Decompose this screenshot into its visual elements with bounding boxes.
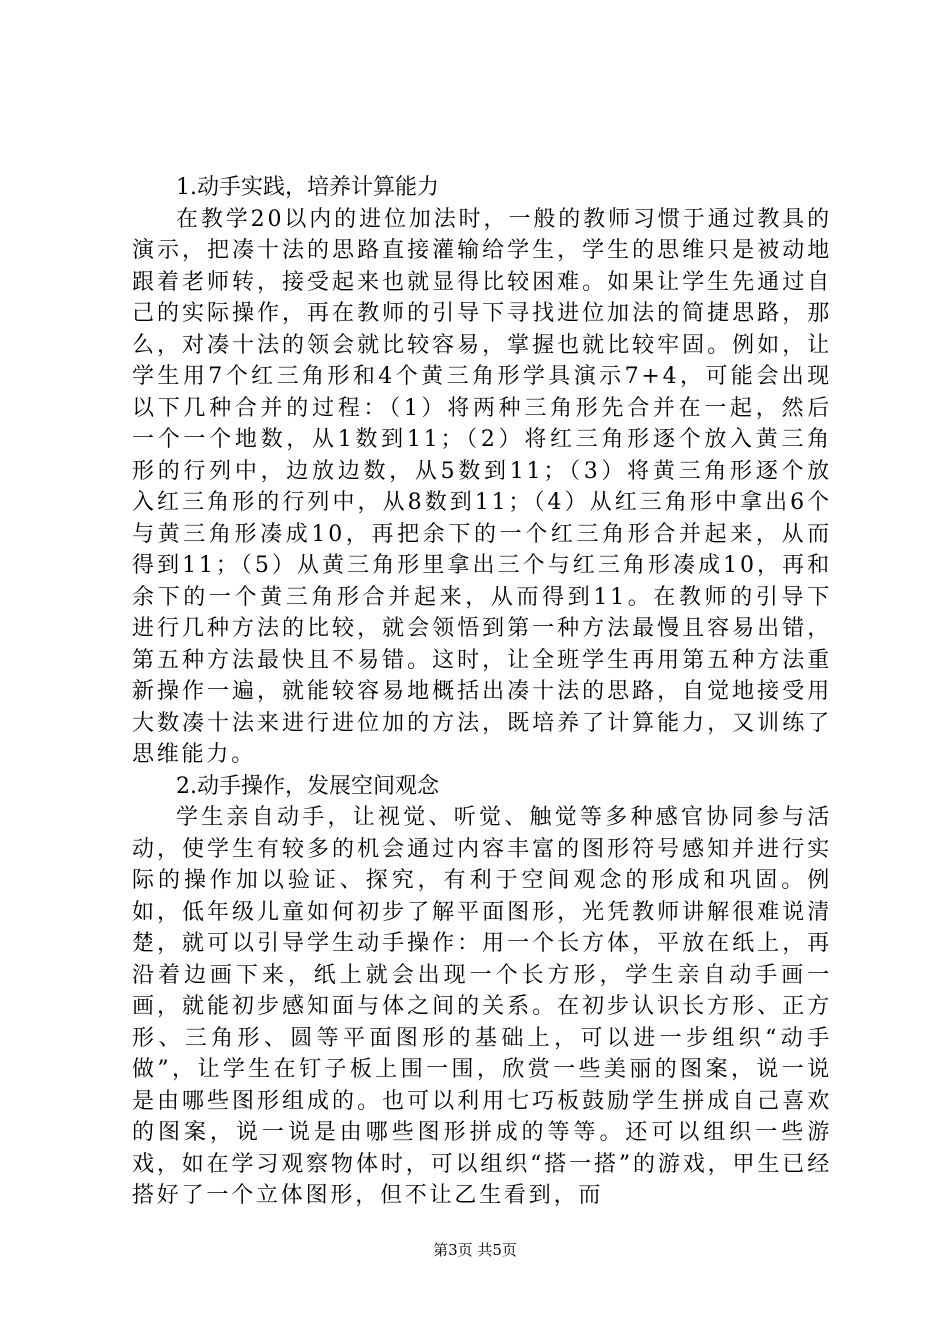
section-heading-2: 2.动手操作，发展空间观念 bbox=[176, 773, 439, 799]
page-footer: 第3页 共5页 bbox=[433, 1241, 517, 1259]
document-body bbox=[132, 172, 832, 1212]
section-paragraph-2: 学生亲自动手，让视觉、听觉、触觉等多种感官协同参与活动，使学生有较多的机会通过内容丰富的图形符号感知并进行实际的操作加以验证、探究，有利于空间观念的形成和巩固。例如，低年级儿童如何初步了解平面图形，光凭教师讲解很难说清楚，就可以引导学生动手操作：用一个长方体，平放在纸上，再沿着边画下来，纸上就会出现一个长方形，学生亲自动手画一画，就能初步感知面与体之间的关系。在初步认识长方形、正方形、三角形、圆等平面图形的基础上，可以进一步组织“动手做”，让学生在钉子板上围一围，欣赏一些美丽的图案，说一说是由哪些图形组成的。也可以利用七巧板鼓励学生拼成自己喜欢的图案，说一说是由哪些图形拼成的等等。还可以组织一些游戏，如在学习观察物体时，可以组织“搭一搭”的游戏，甲生已经搭好了一个立体图形，但不让乙生看到，而 bbox=[132, 805, 832, 1208]
section-paragraph-1: 在教学20以内的进位加法时，一般的教师习惯于通过教具的演示，把凑十法的思路直接灌输给学生，学生的思维只是被动地跟着老师转，接受起来也就显得比较困难。如果让学生先通过自己的实际操作，再在教师的引导下寻找进位加法的简捷思路，那么，对凑十法的领会就比较容易，掌握也就比较牢固。例如，让学生用7个红三角形和4个黄三角形学具演示7+4，可能会出现以下几种合并的过程：（1）将两种三角形先合并在一起，然后一个一个地数，从1数到11；（2）将红三角形逐个放入黄三角形的行列中，边放边数，从5数到11；（3）将黄三角形逐个放入红三角形的行列中，从8数到11；（4）从红三角形中拿出6个与黄三角形凑成10，再把余下的一个红三角形合并起来，从而得到11；（5）从黄三角形里拿出三个与红三角形凑成10，再和余下的一个黄三角形合并起来，从而得到11。在教师的引导下进行几种方法的比较，就会领悟到第一种方法最慢且容易出错，第五种方法最快且不易错。这时，让全班学生再用第五种方法重新操作一遍，就能较容易地概括出凑十法的思路，自觉地接受用大数凑十法来进行进位加的方法，既培养了计算能力，又训练了思维能力。 bbox=[132, 206, 832, 767]
section-heading-1: 1.动手实践，培养计算能力 bbox=[176, 175, 439, 200]
